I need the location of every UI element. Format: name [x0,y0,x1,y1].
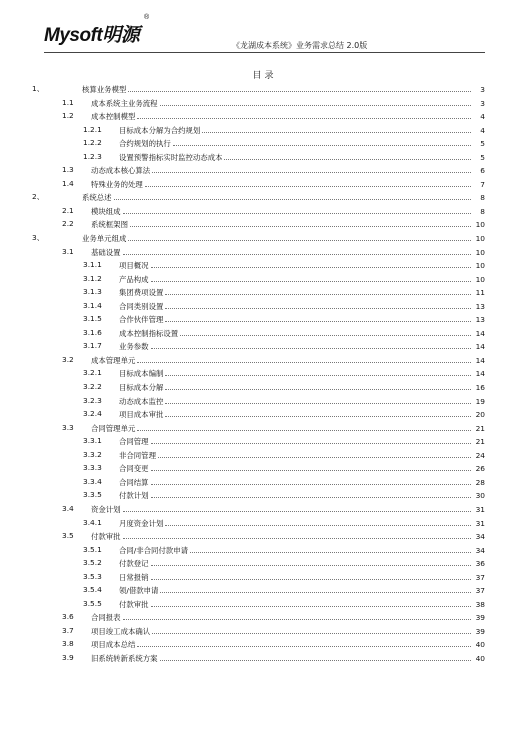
toc-entry[interactable] [0,326,529,340]
toc-entry[interactable] [0,299,529,313]
toc-entry-number: 3.3.2 [83,449,102,459]
toc-dot-leader [165,299,471,309]
toc-dot-leader [160,651,471,661]
toc-entry-page: 34 [475,532,485,542]
toc-entry-number: 3.2.1 [83,368,102,378]
toc-entry-page: 13 [475,315,485,325]
toc-entry-page: 11 [475,288,485,298]
toc-entry[interactable] [0,407,529,421]
toc-entry-line [91,637,485,652]
toc-entry[interactable] [0,610,529,624]
toc-entry-page: 10 [475,247,485,257]
toc-entry-number: 3.2 [62,354,74,364]
toc-entry-title[interactable]: 集团费项设置 [119,288,164,298]
toc-entry-page: 13 [475,301,485,311]
toc-entry-title[interactable]: 目标成本分解为合约规划 [119,125,201,135]
toc-entry[interactable] [0,272,529,286]
toc-entry-title[interactable]: 合同类别设置 [119,301,164,311]
toc-entry-title[interactable]: 合同/非合同付款申请 [119,545,189,555]
toc-dot-leader [151,461,471,471]
toc-entry-line [119,597,485,612]
toc-entry-number: 3.4 [62,503,74,513]
table-of-contents [0,82,529,665]
toc-entry-line [91,217,485,232]
toc-entry[interactable] [0,570,529,584]
logo-text: Mysoft明源 [44,25,140,46]
toc-entry[interactable] [0,190,529,204]
toc-entry-title[interactable]: 目标成本分解 [119,383,164,393]
toc-dot-leader [151,475,471,485]
toc-entry[interactable] [0,475,529,489]
toc-entry-line [119,488,485,503]
toc-entry-line [91,163,485,178]
toc-entry-line [91,651,485,666]
toc-entry-line [91,610,485,625]
toc-entry-title[interactable]: 合同管理 [119,437,149,447]
toc-entry[interactable] [0,217,529,231]
toc-entry-title[interactable]: 基础设置 [91,247,121,257]
company-logo [44,14,149,46]
toc-entry-number: 1.2 [62,111,74,121]
toc-entry[interactable] [0,82,529,96]
toc-dot-leader [145,177,471,187]
toc-entry[interactable] [0,556,529,570]
toc-entry[interactable] [0,339,529,353]
toc-dot-leader [160,96,471,106]
toc-dot-leader [190,543,471,553]
toc-entry-line [119,556,485,571]
toc-entry-number: 3.1.7 [83,341,102,351]
toc-entry-line [82,190,485,205]
toc-entry-number: 3.1.4 [83,300,102,310]
toc-entry-page: 7 [480,179,485,189]
toc-dot-leader [130,217,471,227]
toc-entry-number: 1.2.1 [83,124,102,134]
toc-entry-number: 3.2.3 [83,395,102,405]
toc-entry[interactable] [0,624,529,638]
toc-entry[interactable] [0,366,529,380]
toc-dot-leader [151,597,471,607]
toc-entry-title[interactable]: 系统总述 [82,193,112,203]
toc-dot-leader [173,136,471,146]
toc-entry[interactable] [0,597,529,611]
toc-entry-page: 10 [475,274,485,284]
toc-entry-page: 20 [475,410,485,420]
toc-entry-page: 31 [475,518,485,528]
toc-entry[interactable] [0,529,529,543]
toc-entry-number: 3.5.4 [83,585,102,595]
toc-entry-line [119,461,485,476]
toc-entry-page: 14 [475,369,485,379]
toc-dot-leader [152,624,471,634]
toc-entry-page: 21 [475,437,485,447]
toc-dot-leader [123,204,471,214]
toc-entry-page: 31 [475,504,485,514]
toc-dot-leader [165,285,471,295]
toc-dot-leader [123,529,471,539]
toc-entry-number: 1.2.3 [83,151,102,161]
toc-entry-line [119,339,485,354]
toc-dot-leader [151,339,471,349]
toc-entry-page: 8 [480,206,485,216]
toc-dot-leader [151,570,471,580]
toc-dot-leader [123,245,471,255]
toc-entry-page: 5 [480,152,485,162]
toc-entry-page: 14 [475,342,485,352]
toc-entry-line [119,326,485,341]
toc-entry-line [91,204,485,219]
toc-entry[interactable] [0,177,529,191]
toc-dot-leader [165,366,471,376]
toc-entry-page: 4 [480,125,485,135]
toc-entry-title[interactable]: 动态成本监控 [119,396,164,406]
toc-title: 目录 [252,71,277,81]
toc-entry[interactable] [0,123,529,137]
toc-entry-number: 3.5.2 [83,558,102,568]
toc-entry-title[interactable]: 付款计划 [119,491,149,501]
toc-dot-leader [114,190,471,200]
toc-entry-line [91,353,485,368]
toc-entry[interactable] [0,421,529,435]
toc-entry-number: 1.3 [62,165,74,175]
toc-entry-title[interactable]: 项目概况 [119,261,149,271]
toc-entry-title[interactable]: 产品构成 [119,274,149,284]
toc-entry[interactable] [0,448,529,462]
toc-entry[interactable] [0,109,529,123]
toc-entry-page: 37 [475,586,485,596]
toc-entry-number: 3.2.2 [83,382,102,392]
toc-dot-leader [152,163,471,173]
toc-entry-line [119,366,485,381]
toc-entry[interactable] [0,461,529,475]
toc-entry-number: 3.1 [62,246,74,256]
toc-dot-leader [224,150,471,160]
toc-entry-title[interactable]: 项目成本总结 [91,640,136,650]
toc-entry-title[interactable]: 日常报销 [119,572,149,582]
toc-entry[interactable] [0,651,529,665]
toc-entry-line [91,177,485,192]
toc-entry-line [119,434,485,449]
toc-entry[interactable] [0,394,529,408]
toc-entry-line [91,245,485,260]
toc-entry-title[interactable]: 合同变更 [119,464,149,474]
toc-entry-title[interactable]: 动态成本核心算法 [91,166,151,176]
toc-entry-line [91,529,485,544]
toc-dot-leader [123,502,471,512]
toc-entry-line [119,272,485,287]
toc-entry-page: 4 [480,112,485,122]
toc-entry-line [119,448,485,463]
toc-dot-leader [137,637,471,647]
toc-entry-number: 3.3.3 [83,463,102,473]
toc-entry[interactable] [0,150,529,164]
toc-entry[interactable] [0,136,529,150]
toc-entry-title[interactable]: 项目竣工成本确认 [91,626,151,636]
toc-dot-leader [165,312,471,322]
toc-entry-line [119,570,485,585]
toc-entry-number: 3.5.3 [83,571,102,581]
toc-entry-page: 38 [475,599,485,609]
toc-dot-leader [165,380,471,390]
toc-entry-title[interactable]: 合同结算 [119,477,149,487]
toc-entry-title[interactable]: 月度资金计划 [119,518,164,528]
toc-dot-leader [165,407,471,417]
toc-entry-page: 26 [475,464,485,474]
toc-entry[interactable] [0,312,529,326]
toc-entry-line [91,502,485,517]
toc-entry-page: 37 [475,572,485,582]
toc-entry-line [119,583,485,598]
toc-entry-number: 3.5.1 [83,544,102,554]
toc-entry-title[interactable]: 模块组成 [91,206,121,216]
toc-entry-title[interactable]: 领/借款申请 [119,586,159,596]
toc-entry-number: 3.1.6 [83,327,102,337]
toc-dot-leader [151,272,471,282]
toc-entry-number: 3、 [32,233,45,243]
toc-dot-leader [151,488,471,498]
toc-entry[interactable] [0,285,529,299]
toc-entry[interactable] [0,231,529,245]
toc-entry-title[interactable]: 业务参数 [119,342,149,352]
toc-entry-title[interactable]: 旧系统转新系统方案 [91,653,158,663]
toc-entry-line [82,231,485,246]
toc-entry-title[interactable]: 合作伙伴管理 [119,315,164,325]
toc-dot-leader [128,231,471,241]
toc-entry-number: 3.3.4 [83,476,102,486]
toc-entry-number: 3.6 [62,612,74,622]
toc-entry-line [91,421,485,436]
toc-entry[interactable] [0,96,529,110]
toc-entry[interactable] [0,488,529,502]
toc-entry-page: 40 [475,653,485,663]
toc-dot-leader [123,610,471,620]
toc-dot-leader [151,556,471,566]
toc-entry[interactable] [0,502,529,516]
toc-entry-title[interactable]: 特殊业务的处理 [91,179,143,189]
toc-entry-page: 10 [475,220,485,230]
toc-entry-number: 3.5 [62,531,74,541]
toc-dot-leader [151,258,471,268]
toc-entry-page: 14 [475,355,485,365]
toc-entry-title[interactable]: 目标成本编制 [119,369,164,379]
toc-entry-line [119,543,485,558]
toc-entry-number: 3.1.1 [83,260,102,270]
toc-dot-leader [165,516,471,526]
toc-dot-leader [202,123,471,133]
registered-mark: ® [144,14,149,21]
toc-entry[interactable] [0,204,529,218]
toc-entry[interactable] [0,245,529,259]
toc-entry-page: 40 [475,640,485,650]
toc-entry[interactable] [0,516,529,530]
toc-dot-leader [137,353,471,363]
toc-entry-page: 39 [475,613,485,623]
toc-entry[interactable] [0,637,529,651]
toc-entry-number: 3.1.5 [83,314,102,324]
toc-entry[interactable] [0,583,529,597]
toc-entry-page: 30 [475,491,485,501]
toc-entry-title[interactable]: 非合同管理 [119,450,156,460]
toc-dot-leader [128,82,471,92]
toc-entry-title[interactable]: 合同报表 [91,613,121,623]
toc-entry-number: 1、 [32,84,45,93]
toc-entry-title[interactable]: 合同管理单元 [91,423,136,433]
toc-entry-number: 1.1 [62,97,74,107]
toc-entry-title[interactable]: 核算业务模型 [82,85,127,94]
toc-entry-line [119,258,485,273]
toc-entry-title[interactable]: 设置预警指标实时监控动态成本 [119,152,223,162]
toc-dot-leader [137,421,471,431]
toc-entry-page: 21 [475,423,485,433]
toc-entry-line [119,312,485,327]
toc-entry-number: 3.2.4 [83,409,102,419]
toc-entry-title[interactable]: 合约规划的执行 [119,139,171,149]
toc-dot-leader [165,394,471,404]
toc-entry-title[interactable]: 系统框架图 [91,220,128,230]
toc-entry-page: 14 [475,328,485,338]
toc-entry-page: 10 [475,261,485,271]
toc-entry[interactable] [0,163,529,177]
toc-entry[interactable] [0,258,529,272]
toc-entry-line [119,394,485,409]
toc-entry-line [119,150,485,165]
toc-entry-title[interactable]: 付款审批 [119,599,149,609]
toc-entry-page: 5 [480,139,485,149]
toc-entry-title[interactable]: 业务单元组成 [82,234,127,244]
toc-entry-line [82,82,485,97]
toc-entry-line [119,516,485,531]
toc-entry-page: 16 [475,383,485,393]
toc-entry-line [119,285,485,300]
toc-entry-page: 19 [475,396,485,406]
toc-entry[interactable] [0,434,529,448]
toc-entry-page: 10 [475,234,485,244]
toc-entry-title[interactable]: 付款登记 [119,559,149,569]
toc-entry-page: 24 [475,450,485,460]
toc-dot-leader [160,583,471,593]
toc-entry-title[interactable]: 成本系统主业务流程 [91,98,158,108]
toc-entry-number: 3.1.3 [83,287,102,297]
toc-entry-page: 39 [475,626,485,636]
toc-entry-page: 6 [480,166,485,176]
toc-entry-page: 8 [480,193,485,203]
toc-entry-line [119,299,485,314]
toc-entry-number: 3.9 [62,652,74,662]
toc-entry-line [119,407,485,422]
toc-dot-leader [158,448,471,458]
toc-entry-number: 3.4.1 [83,517,102,527]
toc-dot-leader [137,109,471,119]
toc-entry-page: 3 [480,85,485,94]
toc-dot-leader [180,326,471,336]
toc-entry-number: 3.7 [62,625,74,635]
toc-entry-number: 2.1 [62,205,74,215]
toc-entry-line [119,380,485,395]
toc-entry-number: 3.8 [62,639,74,649]
toc-entry-title[interactable]: 成本管理单元 [91,355,136,365]
toc-entry-line [119,123,485,138]
toc-entry-line [119,475,485,490]
toc-entry-number: 1.4 [62,178,74,188]
toc-entry-line [91,624,485,639]
toc-entry-line [119,136,485,151]
toc-entry-number: 2、 [32,192,45,202]
toc-entry[interactable] [0,543,529,557]
toc-entry-line [91,109,485,124]
toc-entry-title[interactable]: 资金计划 [91,504,121,514]
document-header-title: 《龙湖成本系统》业务需求总结 2.0版 [232,41,368,50]
toc-entry-number: 3.3.1 [83,436,102,446]
toc-entry-number: 2.2 [62,219,74,229]
toc-entry-page: 28 [475,477,485,487]
toc-entry-page: 3 [480,98,485,108]
toc-entry-page: 34 [475,545,485,555]
toc-entry[interactable] [0,380,529,394]
toc-entry-page: 36 [475,559,485,569]
toc-entry-number: 3.3.5 [83,490,102,500]
toc-entry-number: 1.2.2 [83,138,102,148]
toc-entry[interactable] [0,353,529,367]
toc-entry-title[interactable]: 付款审批 [91,532,121,542]
toc-entry-number: 3.3 [62,422,74,432]
toc-entry-number: 3.1.2 [83,273,102,283]
toc-entry-title[interactable]: 成本控制指标设置 [119,328,179,338]
toc-entry-title[interactable]: 成本控制模型 [91,112,136,122]
toc-entry-line [91,96,485,111]
toc-entry-number: 3.5.5 [83,598,102,608]
header-divider [44,52,485,53]
toc-dot-leader [151,434,471,444]
toc-entry-title[interactable]: 项目成本审批 [119,410,164,420]
